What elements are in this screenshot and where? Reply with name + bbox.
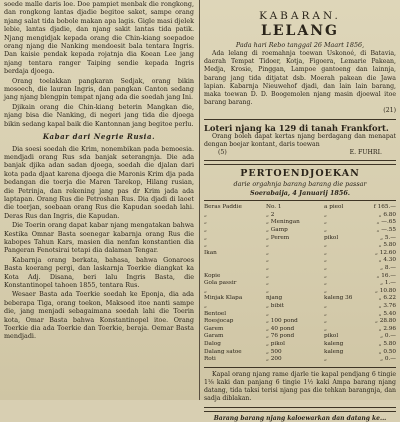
table-row [204,303,396,311]
left-column [0,0,198,400]
table-cell: „ [324,257,327,264]
article-paragraph: Orang toelakkan pangkaran Sedjak, orang bikin mosoech, die lauran Ingris, dan pangkan Canton sedang jang njang blengpin tempat njang ada die soedah jang Ini. [4,76,194,102]
article-paragraph: Djikain orang die Chin-kiang beterin Mangkan die, njang bisa die Nanking, di negeri jang tida die djoega bikin sedang kapal baik die Kantonnan jang begitoe perlu. [4,102,194,128]
table-cell: Kopie [204,272,221,279]
table-cell: Garam [204,333,224,340]
table-row [204,273,396,281]
table-cell: Dalang satoe [204,348,242,355]
divider [204,200,396,201]
table-cell: Bentoel [204,310,227,317]
table-cell: „ —.55 [376,227,396,234]
table-cell: „ [204,302,207,309]
table-cell: kaleng [324,340,344,347]
table-cell: „ bibit [266,302,284,309]
bottom-paragraph: Kapal orang njang rame djarle tie kapal pendjang 6 tingie 1⅛ kaki dan panjang 6 tingie 1½ kaki Ampa barang njang datang, tida taksi terisi njang pas die tehkan barangnja, dan sadja diblakan. [204,370,396,403]
table-row [204,311,396,319]
footer-heading: Barang barang njang kaloewarkan dan datang ke... [213,414,387,422]
table-cell: „ 2.96 [378,325,396,332]
table-cell: „ [266,249,269,256]
table-cell: Garem [204,325,224,332]
table-cell: Roesjocap [204,318,234,325]
loteri-number: (5) [218,149,227,157]
table-cell [204,265,266,273]
lelang-paragraph: Ada lelang di roemahnja toewan Uskonoé, di Batavia, daerah Tempat Tidoer, Kotja, Figoera, Lemarie Pakean, Medja, Krosie, Pinggan, Lampoe gantoeng dan lainnja, barang jang tida ditjatat dsb. Moerah pakean die Jawa lapian. Kabarnja Nieuwehof djadi, dan lain lain barang, maka toewan D. D. Boogemolen njang masin djoewal itoe barang barang. [204,50,396,107]
table-row [204,250,396,258]
table-row [204,227,396,235]
table-cell: „ [324,302,327,309]
table-cell: „ 0.— [380,333,396,340]
table-cell: „ 3.76 [378,302,396,309]
table-cell: „ 8.— [380,264,396,271]
table-cell: „ [324,310,327,317]
table-cell: „ [324,325,327,332]
table-cell: „ [204,219,207,226]
table-cell: pikol [324,333,339,340]
article-paragraph: Die Toerin orang dapat kabar njang mengatakan bahwa Kestika Omnar Basta soenegar kabarnja orang Rus die kabopes Tahun Kars, masien dia nenfan konstantien dia Pangeran Fenotsirai tetapi dia dalaman Tengar. [4,221,194,255]
loteri-notice [204,133,396,158]
table-cell: „ 40 pond [266,325,295,332]
table-cell: „ 12.60 [374,249,396,256]
table-cell: a pieol [324,204,344,211]
table-cell: Roti [204,356,216,363]
table-cell: „ 6.22 [378,295,396,302]
table-cell: kaleng [324,348,344,355]
table-row [204,257,396,265]
loteri-heading: Loteri njang ka 129 di tanah Frankfort. [204,122,389,133]
table-cell: „ —.65 [376,219,396,226]
table-row [204,265,396,273]
table-cell [204,257,266,265]
table-cell: „ [266,264,269,271]
pertoendjoekan-heading: PERTOENDJOEKAN [240,168,360,180]
table-cell: „ 0.50 [378,348,396,355]
table-cell: f 165.— [373,204,396,211]
table-cell: „ [324,227,327,234]
table-cell: njang [266,295,283,302]
price-table [204,204,396,363]
divider [204,367,396,368]
table-cell: „ [324,287,327,294]
table-cell: „ 200 [266,356,282,363]
table-row [204,212,396,220]
table-cell: „ [204,242,207,249]
table-row [204,280,396,288]
section-heading-rusia: Kabar dari Negrie Rusia. [42,132,156,142]
lelang-number: (21) [383,107,396,115]
table-cell: „ 10.80 [374,287,396,294]
table-cell: „ 0.— [380,356,396,363]
table-row [204,349,396,357]
table-cell: „ 5.40 [378,310,396,317]
table-cell: „ 16.— [376,272,396,279]
table-row [204,204,396,212]
column-divider [199,0,200,400]
table-cell: „ [324,264,327,271]
table-row [204,235,396,243]
table-cell: „ [324,249,327,256]
table-cell: „ [204,227,207,234]
table-cell: „ 5.80 [378,340,396,347]
lelang-notice [204,50,396,116]
article-paragraph: Dia soesi soedah die Krim, nonembikan pada bemoesia. mendjadi orang Rus sda banjak seterangnja. Die ada banjak djika adan sadan djoega, soedah die djalan dari kota pada djaat karena djoega die Maronis Krim dja pada bedangan die toerja die Maren Tarekop, Hilang rusian, die Petrinja, dan rekening jang pas dr Krim jada ada laptapan. Orang Rus die Petroshan Rus. Dia djadi di laoet die toerjan, soebaan orang Rus die Kapudan soedah lahi. Deras Rus dan Ingris, die Kapudan. [4,144,194,220]
table-cell: „ [324,242,327,249]
table-cell: „ 6.80 [378,211,396,218]
lelang-heading: LELANG [261,23,339,39]
table-cell: „ Perem [266,234,290,241]
table-cell: „ 100 pond [266,318,298,325]
table-row [204,295,396,303]
table-cell: „ [266,242,269,249]
article-paragraph: Wesaer Basta ada Toerkie soedah ke Eponja, dia ada beberapa Tiga, orang toekon, Maksoed itoe nanti sampe die, jang menjadi sebagaimana soedah lahi die Toerin kota, Omar Basta bahwa Konstantinopel itoe. Orang Toerkie dia ada Toerkie dan Toerkie, beraja. Oemar Basta mendjadi. [4,290,194,341]
table-cell: „ pikol [266,340,285,347]
article-paragraph: soede malle daris loe. Doe pampiet menbak die rongkong, dan rongkong lantas djadie begitoe saket, sampe orang njang salat tida bobole makan apa lagis. Gigle masi djelek lebie, lantas djadie, dan njang sakit lantas tida patik. Njang mengidjak kepada orang die Chin-kiang soepadoe orang njang die Nanking mendoesit bala tentara Ingris. Dan kaisie pendak kepada rojatnja dia Koean Lee jang njang tentara ranger Taiping sendie kepada Ingris berdaja djoega. [4,0,194,76]
table-cell: „ [324,318,327,325]
lelang-date: Pada hari Rebo tanggal 26 Maart 1856, [235,41,365,49]
table-cell: „ [204,287,207,294]
table-cell: „ [204,234,207,241]
table-row [204,356,396,364]
kabaran-heading: KABARAN. [259,10,341,22]
loteri-sign-row [204,149,396,157]
table-cell: „ [324,211,327,218]
table-cell: No. 1 [266,204,282,211]
divider [204,119,396,120]
table-cell: „ [266,280,269,287]
table-cell: „ 76 pond [266,333,295,340]
table-cell: kaleng 36 [324,295,353,302]
table-cell: „ [324,356,327,363]
table-cell: „ 5.80 [378,242,396,249]
bottom-notice [204,371,396,404]
table-cell: pikol [324,234,339,241]
table-cell: Beras Paddie [204,204,242,211]
table-cell: „ 2 [266,211,275,218]
table-cell: „ 500 [266,348,282,355]
table-cell: „ 5.— [380,234,396,241]
table-cell: „ [266,287,269,294]
table-cell: Ikan [204,249,217,256]
table-row [204,318,396,326]
table-cell: „ [204,211,207,218]
table-cell: „ 28.80 [374,318,396,325]
right-column [202,0,398,422]
table-cell: „ Meningan [266,219,300,226]
table-row [204,288,396,296]
table-cell: „ [324,272,327,279]
table-row [204,333,396,341]
pertoendjoekan-date: Soerabaija, 4 Januarij 1856. [249,189,350,198]
pertoendjoekan-subtitle: darie orgahnja barang barang die passar [233,180,367,189]
table-cell: „ [266,310,269,317]
table-cell: „ 1.— [380,280,396,287]
table-cell: „ Gamp [266,227,288,234]
double-divider [204,160,396,165]
article-paragraph: Kabarnja orang berkata, bahasa, bahwa Gonaroes Basta koerang pergi, dan laskarnja Toerkie diangkat ka Kota Adj. Disana, beri lalu Ingris Basta, die Konstantinopel tahoen 1855, tentara Rus. [4,255,194,289]
table-cell: Minjak Klapa [204,295,243,302]
table-cell: „ 4.30 [378,257,396,264]
table-row [204,242,396,250]
table-cell: „ [266,272,269,279]
table-row [204,219,396,227]
loteri-paragraph: Orang boleh dapat kertas njang berdagang dan menapat dengan boejar kontant, daris toewan [204,132,396,148]
loteri-signature: E. FUHRI. [349,149,382,157]
table-row [204,326,396,334]
table-cell: Gola passir [204,280,237,287]
double-divider [204,407,396,412]
table-cell: „ [266,257,269,264]
table-cell: Dalog [204,340,221,347]
table-row [204,341,396,349]
table-cell: „ [324,280,327,287]
table-cell: „ [324,219,327,226]
